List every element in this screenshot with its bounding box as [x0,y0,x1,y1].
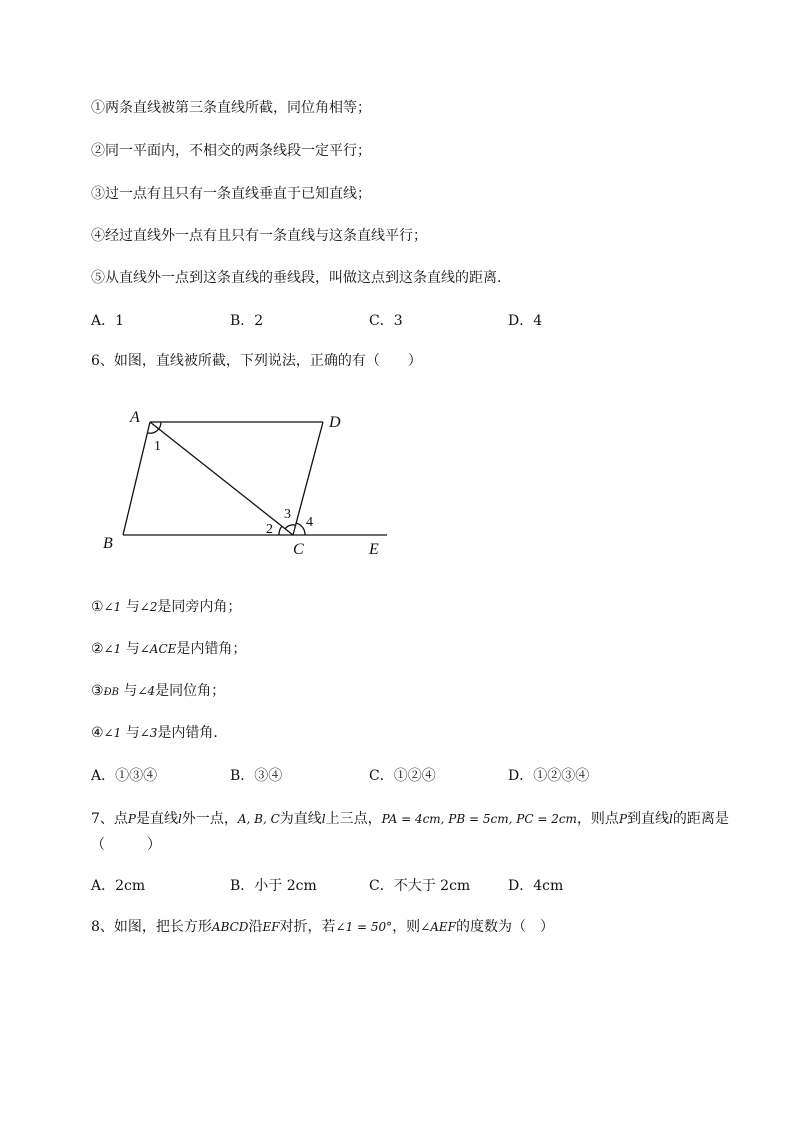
angle-symbol: ∠1 [103,726,122,740]
q8-text: 对折，若 [279,919,336,935]
q7-text: 为直线 [279,811,322,827]
segment-ab [123,422,150,535]
q8-text: ，则 [392,919,421,935]
q5-option-c[interactable]: C．3 [369,313,403,329]
q7-option-b[interactable]: B．小于 2cm [230,878,317,894]
q6-item-3 [91,681,225,703]
connector-text: 与 [121,641,140,657]
label-c: C [293,541,304,558]
statement-5: ⑤从直线外一点到这条直线的垂线段，叫做这点到这条直线的距离． [91,270,511,286]
q7-option-c[interactable]: C．不大于 2cm [369,878,471,894]
angle-symbol: ∠3 [139,726,158,740]
q8-text: 8、如图，把长方形 [91,919,212,935]
label-b: B [103,535,113,552]
angle-symbol: ∠1 [103,600,122,614]
item-marker: ④ [91,725,104,741]
q7-option-d[interactable]: D．4cm [508,878,564,894]
connector-text: 与 [118,683,138,699]
q8-text: 沿 [248,919,263,935]
point-p: P [618,812,628,826]
arc-angle-2 [279,526,282,535]
angle-symbol: ∠1 [103,642,122,656]
label-angle-2: 2 [266,522,273,537]
q7-text: 是直线 [136,811,178,827]
q7-text: 的距离是（ ） [91,811,729,853]
label-angle-3: 3 [284,507,291,522]
angle-value: ∠1 = 50° [335,920,393,934]
connector-text: 与 [121,599,140,615]
arc-angle-4 [296,523,305,535]
q6-stem: 6、如图，直线被所截，下列说法，正确的有（ ） [91,353,422,369]
q6-option-b[interactable]: B．③④ [230,768,283,784]
line-l: l [669,812,673,826]
q7-text: ，则点 [576,811,619,827]
points-abc: A, B, C [237,812,280,826]
q6-item-1 [91,597,241,617]
item-marker: ③ [91,683,104,699]
q7-stem [91,806,741,858]
line-l: l [178,812,182,826]
q6-option-c[interactable]: C．①②④ [369,768,436,784]
connector-text: 与 [121,725,140,741]
q6-item-2 [91,639,246,659]
rect-abcd: ABCD [211,920,249,934]
label-e: E [369,541,379,558]
q5-option-d[interactable]: D．4 [508,313,543,329]
statement-4: ④经过直线外一点有且只有一条直线与这条直线平行； [91,228,427,244]
item-text: 是内错角； [176,641,247,657]
q7-option-a[interactable]: A．2cm [91,878,146,894]
q7-text: 上三点， [325,811,382,827]
item-marker: ① [91,599,104,615]
angle-symbol: ∠2 [139,600,158,614]
item-marker: ② [91,641,104,657]
angle-symbol: ∠ACE [139,642,177,656]
q6-figure [95,400,395,565]
angle-aef: ∠AEF [420,920,456,934]
statement-1: ①两条直线被第三条直线所截，同位角相等； [91,100,371,116]
q6-option-d[interactable]: D．①②③④ [508,768,590,784]
label-angle-4: 4 [306,515,313,530]
item-text: 是同位角； [155,683,226,699]
label-d: D [329,414,341,431]
point-p: P [127,812,136,826]
q6-option-a[interactable]: A．①③④ [91,768,158,784]
item-text: 是内错角． [157,725,228,741]
q7-text: 外一点， [181,811,238,827]
statement-2: ②同一平面内，不相交的两条线段一定平行； [91,143,371,159]
q8-text: 的度数为（ ） [456,919,554,935]
angle-symbol: ÐB [103,687,119,698]
statement-3: ③过一点有且只有一条直线垂直于已知直线； [91,186,371,202]
q5-option-b[interactable]: B．2 [230,313,264,329]
q7-text: 到直线 [627,811,670,827]
distances: PA = 4cm, PB = 5cm, PC = 2cm [381,812,577,826]
item-text: 是同旁内角； [157,599,242,615]
label-angle-1: 1 [154,439,161,454]
q7-text: 7、点 [91,811,128,827]
angle-symbol: ∠4 [137,684,156,698]
q5-option-a[interactable]: A．1 [91,313,125,329]
line-l: l [321,812,326,826]
q8-stem [91,917,554,937]
q6-item-4 [91,723,227,743]
arc-angle-3 [285,525,295,529]
segment-ac [150,422,293,535]
label-a: A [130,409,140,426]
segment-ef: EF [262,920,280,934]
